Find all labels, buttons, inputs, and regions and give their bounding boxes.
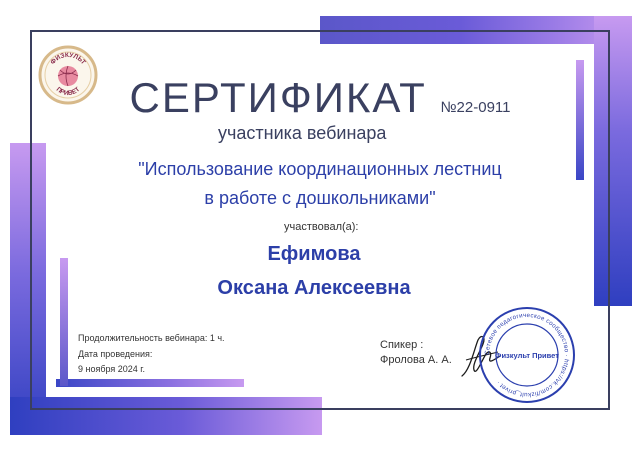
- participant-surname: Ефимова: [267, 243, 361, 265]
- certificate-title: СЕРТИФИКАТ: [129, 74, 427, 121]
- participant-given-names: Оксана Алексеевна: [217, 277, 411, 299]
- stamp-ring-text: Сетевое педагогическое сообщество · https://vk.com/fizkult_privet ·: [483, 311, 571, 399]
- webinar-date-label: Дата проведения:: [78, 349, 153, 359]
- speaker-label: Спикер :: [380, 339, 424, 351]
- webinar-date: 9 ноября 2024 г.: [78, 364, 145, 374]
- webinar-topic-line2: в работе с дошкольниками": [204, 188, 436, 208]
- webinar-duration: Продолжительность вебинара: 1 ч.: [78, 333, 225, 343]
- certificate-number: №22-0911: [440, 99, 511, 116]
- certificate-subtitle: участника вебинара: [218, 123, 387, 143]
- participated-label: участвовал(а):: [284, 221, 359, 233]
- webinar-topic-line1: "Использование координационных лестниц: [138, 159, 502, 179]
- stamp-seal: [478, 306, 576, 404]
- speaker-name: Фролова А. А.: [380, 354, 452, 366]
- logo-top-text: ФИЗКУЛЬТ: [49, 51, 87, 67]
- certificate-title-line: [0, 74, 640, 122]
- stamp-center-text: Физкульт Привет: [495, 351, 559, 360]
- logo-bottom-text: ПРИВЕТ: [54, 85, 82, 98]
